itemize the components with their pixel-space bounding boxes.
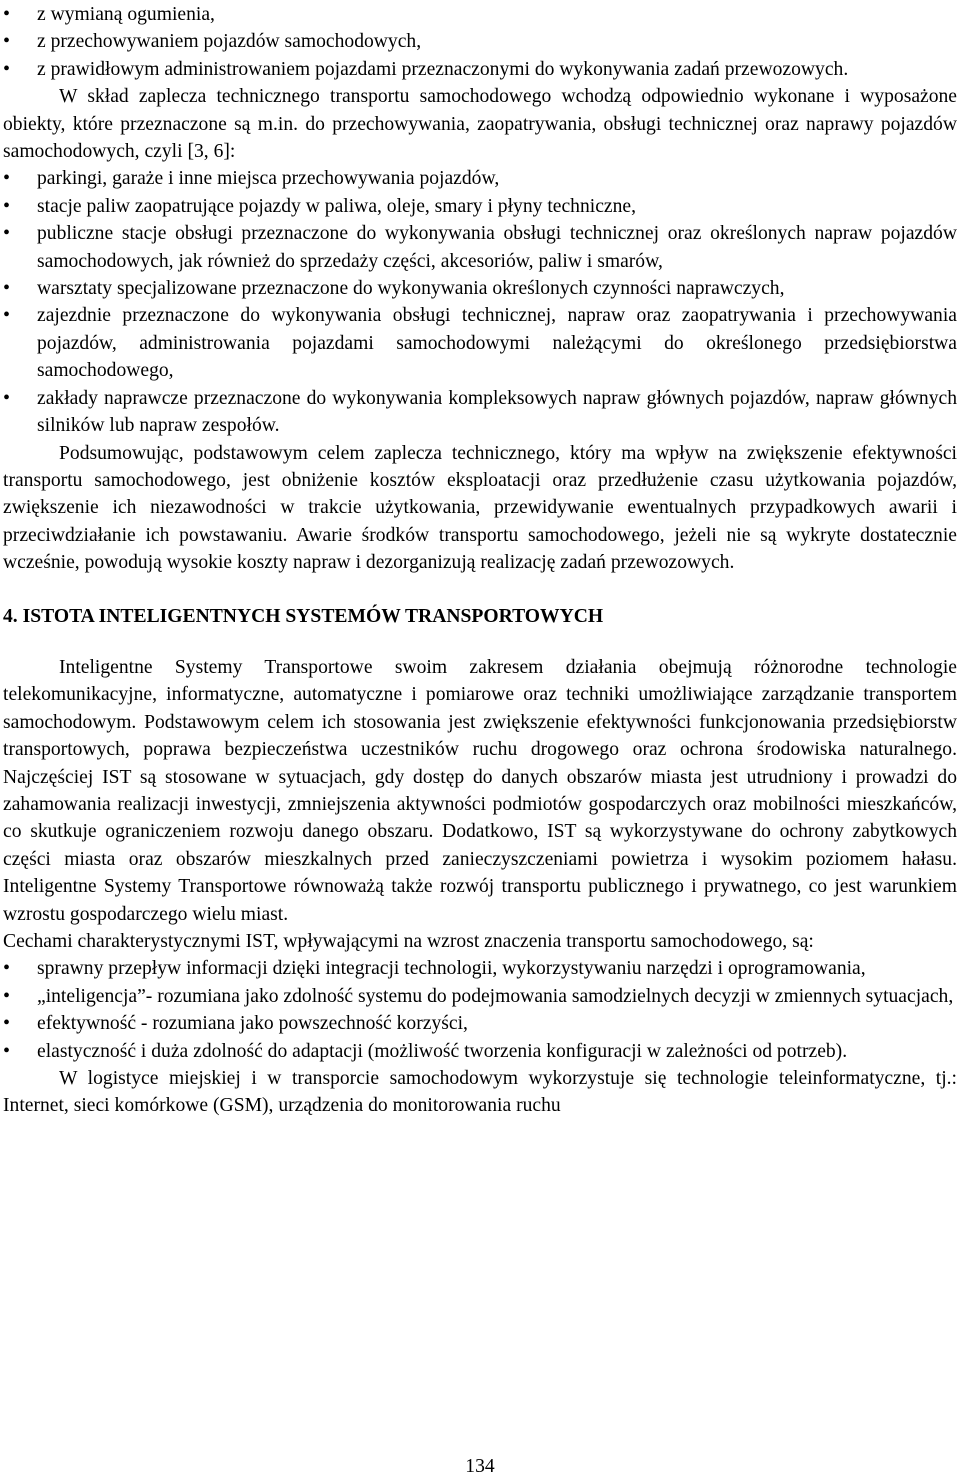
list-item: • z prawidłowym administrowaniem pojazdami przeznaczonymi do wykonywania zadań przewozowych. — [3, 56, 957, 83]
list-item: • z przechowywaniem pojazdów samochodowych, — [3, 28, 957, 55]
section-heading: 4. ISTOTA INTELIGENTNYCH SYSTEMÓW TRANSPORTOWYCH — [3, 605, 604, 627]
paragraph-its-intro: Inteligentne Systemy Transportowe swoim zakresem działania obejmują różnorodne technologie telekomunikacyjne, informatyczne, automatyczne i pomiarowe oraz techniki umożliwiające zarządzanie transportem samochodowym. Podstawowym celem ich stosowania jest zwiększenie efektywności funkcjonowania przedsiębiorstw transportowych, poprawa bezpieczeństwa uczestników ruchu drogowego oraz ochrona środowiska naturalnego. Najczęściej IST są stosowane w sytuacjach, gdy dostęp do danych obszarów miasta jest utrudniony i prowadzi do zahamowania realizacji inwestycji, zmniejszenia aktywności podmiotów gospodarczych oraz mobilności mieszkańców, co skutkuje ograniczeniem rozwoju danego obszaru. Dodatkowo, IST są wykorzystywane do ochrony zabytkowych części miasta oraz obszarów mieszkalnych przed zanieczyszczeniami powietrza i wysokim poziomem hałasu. Inteligentne Systemy Transportowe równoważą także rozwój transportu publicznego i prywatnego, co jest warunkiem wzrostu gospodarczego wielu miast. — [3, 656, 957, 925]
list-item: • parkingi, garaże i inne miejsca przechowywania pojazdów, — [3, 165, 957, 192]
paragraph-its-features-lead: Cechami charakterystycznymi IST, wpływającymi na wzrost znaczenia transportu samochodowego, są: — [3, 931, 814, 952]
list-item: • publiczne stacje obsługi przeznaczone do wykonywania obsługi technicznej oraz określonych napraw pojazdów samochodowych, jak również do sprzedaży części, akcesoriów, paliw i smarów, — [3, 220, 957, 275]
page-number: 134 — [465, 1456, 495, 1477]
list-its-features — [3, 955, 957, 1065]
paragraph-technical-facilities: W skład zaplecza technicznego transportu samochodowego wchodzą odpowiednio wykonane i wyposażone obiekty, które przeznaczone są m.in. do przechowywania, zaopatrywania, obsługi technicznej oraz naprawy pojazdów samochodowych, czyli [3, 6]: — [3, 86, 957, 163]
list-item: • warsztaty specjalizowane przeznaczone do wykonywania określonych czynności naprawczych, — [3, 275, 957, 302]
list-facility-types — [3, 165, 957, 439]
list-item: • elastyczność i duża zdolność do adaptacji (możliwość tworzenia konfiguracji w zależności od potrzeb). — [3, 1038, 957, 1065]
paragraph-summary: Podsumowując, podstawowym celem zaplecza technicznego, który ma wpływ na zwiększenie efektywności transportu samochodowego, jest obniżenie kosztów eksploatacji oraz przedłużenie czasu użytkowania pojazdów, zwiększenie ich niezawodności w trakcie użytkowania, przewidywanie ewentualnych przypadkowych awarii i przeciwdziałanie ich powstawaniu. Awarie środków transportu samochodowego, jeżeli nie są wykryte dostatecznie wcześnie, powodują wysokie koszty napraw i dezorganizują realizację zadań przewozowych. — [3, 442, 957, 574]
list-item: • z wymianą ogumienia, — [3, 1, 957, 28]
list-item: • stacje paliw zaopatrujące pojazdy w paliwa, oleje, smary i płyny techniczne, — [3, 193, 957, 220]
list-item: • sprawny przepływ informacji dzięki integracji technologii, wykorzystywaniu narzędzi i oprogramowania, — [3, 955, 957, 982]
list-maintenance-tasks — [3, 0, 957, 83]
list-item: • zajezdnie przeznaczone do wykonywania obsługi technicznej, napraw oraz zaopatrywania i przechowywania pojazdów, administrowania pojazdami samochodowymi należącymi do określonego przedsiębiorstwa samochodowego, — [3, 302, 957, 384]
paragraph-city-logistics: W logistyce miejskiej i w transporcie samochodowym wykorzystuje się technologie teleinformatyczne, tj.: Internet, sieci komórkowe (GSM), urządzenia do monitorowania ruchu — [3, 1068, 957, 1117]
list-item: • efektywność - rozumiana jako powszechność korzyści, — [3, 1010, 957, 1037]
list-item: • „inteligencja”- rozumiana jako zdolność systemu do podejmowania samodzielnych decyzji w zmiennych sytuacjach, — [3, 983, 957, 1010]
list-item: • zakłady naprawcze przeznaczone do wykonywania kompleksowych napraw głównych pojazdów, napraw głównych silników lub napraw zespołów. — [3, 385, 957, 440]
